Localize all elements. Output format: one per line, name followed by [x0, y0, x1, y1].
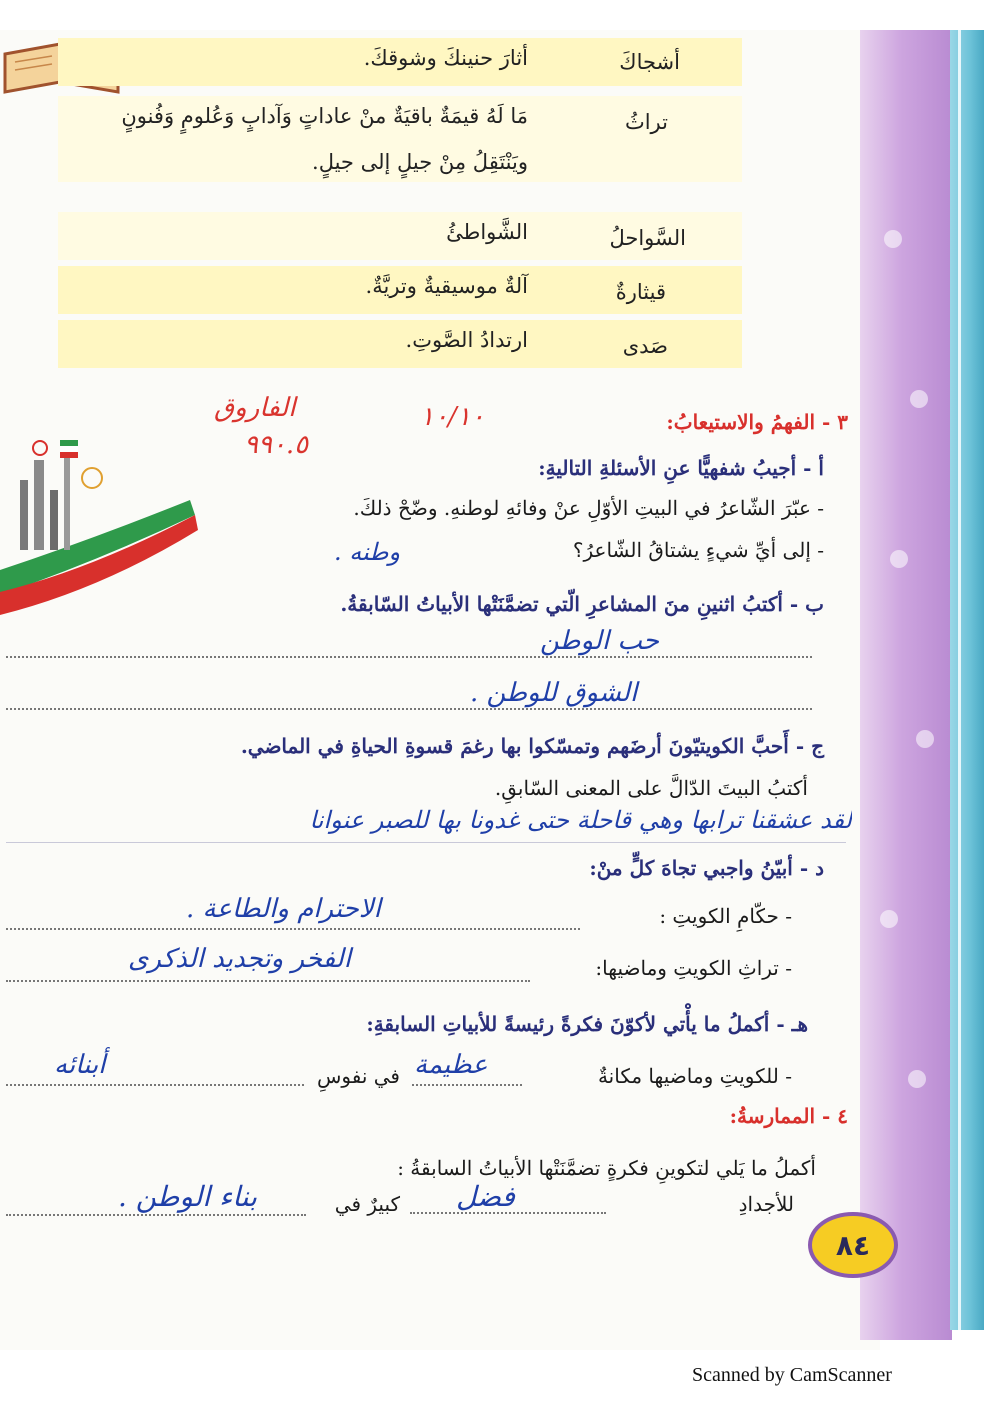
vocab-word: السَّواحلُ: [609, 226, 686, 250]
handwritten-answer: فضل: [456, 1180, 515, 1213]
question-d-title: د - أبيّنُ واجبي تجاهَ كلٍّ منْ:: [589, 856, 824, 880]
question-c-title: ج - أَحبَّ الكويتيّونَ أرضَهم وتمسّكوا بها رغمَ قسوةِ الحياةِ في الماضي.: [240, 734, 824, 758]
vocab-meaning: ارتدادُ الصَّوتِ.: [405, 328, 528, 352]
decorative-purple-band: [860, 30, 952, 1340]
answer-line: [6, 656, 812, 658]
vocab-meaning: ويَنْتَقِلُ مِنْ جيلٍ إلى جيلٍ.: [312, 150, 528, 174]
vocab-row: [58, 212, 742, 260]
question-a-item-2: - إلى أيِّ شيءٍ يشتاقُ الشّاعرُ؟: [572, 538, 824, 562]
scanner-watermark: Scanned by CamScanner: [692, 1364, 892, 1386]
vocab-word: أشجاكَ: [619, 50, 680, 74]
kuwait-skyline-flag-decoration: [0, 420, 200, 620]
answer-line: [6, 928, 580, 930]
book-edge-highlight: [958, 30, 961, 1330]
vocab-row: [58, 320, 742, 368]
section-4-part-2: كبيرٌ في: [334, 1192, 400, 1216]
answer-line: [6, 1214, 306, 1216]
handwritten-answer: وطنه .: [334, 538, 401, 566]
question-a-title: أ - أجيبُ شفهيًّا عنِ الأسئلةِ التاليةِ:: [538, 456, 824, 480]
vocab-meaning: آلةٌ موسيقيةٌ وتريَّةٌ.: [365, 274, 528, 298]
vocab-row: [58, 266, 742, 314]
handwritten-answer: حب الوطن: [540, 626, 659, 656]
handwritten-answer: عظيمة: [414, 1050, 488, 1080]
handwritten-answer: لقد عشقنا ترابها وهي قاحلة حتى غدونا بها للصبر عنوانا: [309, 806, 852, 834]
question-d-item-2-label: - تراثِ الكويتِ وماضيها:: [595, 956, 792, 980]
teacher-grade-name: الفاروق: [214, 393, 296, 423]
vocab-word: قيثارةٌ: [615, 280, 666, 304]
page-number-badge: [808, 1212, 898, 1278]
vocab-meaning: مَا لَهُ قيمَةٌ باقيَةٌ منْ عاداتٍ وَآدابٍ وَعُلومٍ وَفُنونٍ: [121, 104, 528, 128]
section-4-prompt: أكملُ ما يَلي لتكوينِ فكرةٍ تضمَّنَتْها الأبياتُ السابقةُ :: [397, 1156, 816, 1180]
page-number: ٨٤: [835, 1228, 871, 1262]
vocab-row: [58, 38, 742, 86]
handwritten-answer: الاحترام والطاعة .: [186, 894, 381, 924]
section-3-heading: ٣ - الفهمُ والاستيعابُ:: [666, 410, 848, 434]
answer-line: [6, 708, 812, 710]
book-edge: [950, 30, 984, 1330]
answer-line: [6, 842, 846, 843]
question-a-item-1: - عبّرَ الشّاعرُ في البيتِ الأوّلِ عنْ وفائهِ لوطنهِ. وضّحْ ذلكَ.: [353, 496, 824, 520]
section-4-heading: ٤ - الممارسةُ:: [729, 1104, 848, 1128]
question-e-title: هـ - أكملُ ما يأْتي لأكوّنَ فكرةً رئيسةً للأبياتِ السابقةِ:: [366, 1012, 808, 1036]
question-c-prompt: أكتبُ البيتَ الدّالَّ على المعنى السّابقِ.: [494, 776, 808, 800]
handwritten-answer: الفخر وتجديد الذكرى: [128, 944, 351, 974]
handwritten-answer: أبنائه: [54, 1050, 106, 1080]
question-e-part-2: في نفوسِ: [316, 1064, 400, 1088]
question-d-item-1-label: - حكّامِ الكويتِ :: [659, 904, 792, 928]
vocab-word: صَدى: [622, 334, 668, 358]
teacher-grade-extra: ٩٩٠.٥: [244, 430, 309, 460]
question-b-title: ب - أكتبُ اثنينِ منَ المشاعرِ الّتي تضمَّنَتْها الأبياتُ السّابقةُ.: [340, 592, 824, 616]
answer-line: [412, 1084, 522, 1086]
question-e-part-1: - للكويتِ وماضيها مكانةٌ: [597, 1064, 792, 1088]
vocab-word: تراثُ: [624, 110, 668, 134]
teacher-grade-score: ١٠/١٠: [420, 402, 485, 432]
answer-line: [6, 980, 530, 982]
handwritten-answer: الشوق للوطن .: [470, 678, 638, 708]
vocab-meaning: الشَّواطئُ: [446, 220, 528, 244]
answer-line: [6, 1084, 304, 1086]
section-4-part-1: للأجدادِ: [738, 1192, 794, 1216]
vocab-meaning: أثارَ حنينكَ وشوقكَ.: [363, 46, 528, 70]
handwritten-answer: بناء الوطن .: [118, 1180, 258, 1213]
vocab-row: [58, 96, 742, 182]
